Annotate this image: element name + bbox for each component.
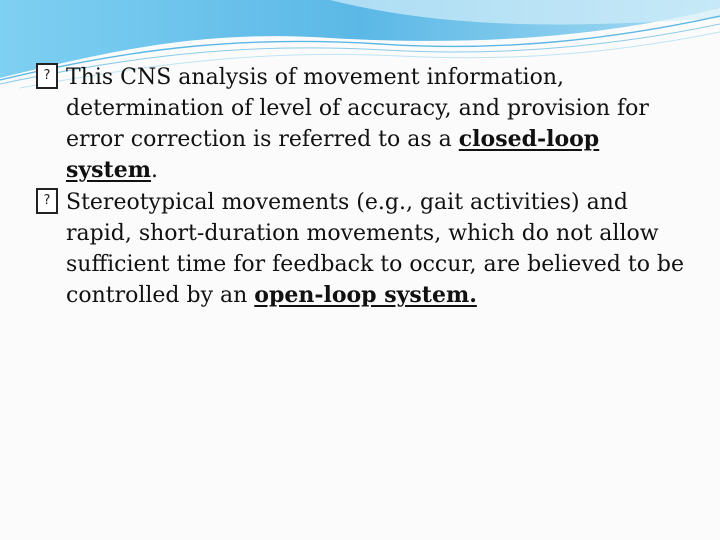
term-open-loop-system: open-loop system.: [254, 282, 477, 308]
missing-glyph-bullet-icon: [36, 63, 58, 89]
bullet-1-end: .: [151, 158, 158, 183]
bullet-1-text: This CNS analysis of movement information, determination of level of accuracy, and provision for error correction is referred to as a: [66, 65, 649, 152]
bullet-closed-loop: [30, 62, 690, 186]
bullet-2-text: Stereotypical movements (e.g., gait activities) and rapid, short-duration movements, which do not allow sufficient time for feedback to occur, are believed to be controlled by an: [66, 190, 685, 308]
term-closed-loop-system: closed-loop system: [66, 126, 600, 183]
bullet-open-loop: [30, 187, 690, 311]
missing-glyph-bullet-icon: [36, 188, 58, 214]
slide-body: [30, 62, 690, 311]
